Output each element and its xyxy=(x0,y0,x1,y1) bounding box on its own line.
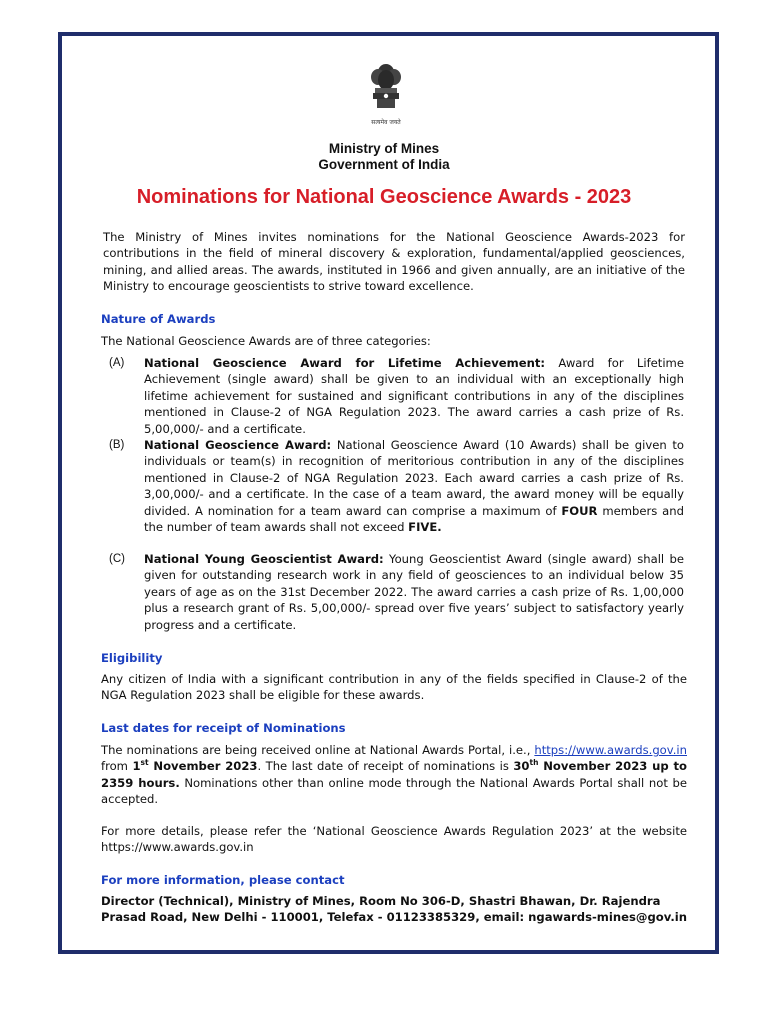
dates-text xyxy=(101,742,687,808)
eligibility-text: Any citizen of India with a significant contribution in any of the fields specified in Clause-2 of the NGA Regulation 2023 shall be eligible for these awards. xyxy=(101,672,687,703)
item-b-five: FIVE. xyxy=(408,520,442,535)
item-a-body: Award for Lifetime Achievement (single award) shall be given to an individual with an exceptionally high lifetime achievement for sustained and significant contributions in any of the disciplines mentioned in Clause-2 of NGA Regulation 2023. The award carries a cash prize of Rs. 5,00,000/- and a certificate. xyxy=(144,356,684,436)
nature-lead: The National Geoscience Awards are of three categories: xyxy=(101,334,431,348)
item-b-body: National Geoscience Award (10 Awards) shall be given to individuals or team(s) in recognition of meritorious contribution in any of the disciplines mentioned in Clause-2 of NGA Regulation 2023. Each award carries a cash prize of Rs. 3,00,000/- and a certificate. In the case of a team award, the award money will be equally divided. A nomination for a team award can comprise a maximum of xyxy=(144,438,684,518)
ministry-name: Ministry of Mines xyxy=(328,141,440,156)
dates-b2-sup: th xyxy=(529,758,539,768)
item-a-label: (A) xyxy=(109,357,125,369)
dates-t4: Nominations other than online mode through the National Awards Portal shall not be accepted. xyxy=(101,775,687,807)
more-details-text: For more details, please refer the ‘National Geoscience Awards Regulation 2023’ at the website https://www.awards.gov.in xyxy=(101,824,687,855)
item-b-text xyxy=(144,437,684,535)
item-c-text xyxy=(144,551,684,633)
item-c-title: National Young Geoscientist Award: xyxy=(144,552,384,566)
dates-b2-rest: November 2023 up to 2359 hours. xyxy=(101,759,687,790)
contact-details: Director (Technical), Ministry of Mines, Room No 306-D, Shastri Bhawan, Dr. Rajendra Prasad Road, New Delhi - 110001, Telefax - 01123385329, email: ngawards-mines@gov.in xyxy=(101,894,687,925)
dates-b1: 1 xyxy=(132,759,141,774)
government-name: Government of India xyxy=(318,157,450,172)
item-b-label: (B) xyxy=(109,439,125,451)
item-c-body: Young Geoscientist Award (single award) shall be given for outstanding research work in any field of geosciences to an individual below 35 years of age as on the 31st December 2022. The award carries a cash prize of Rs. 1,00,000 plus a research grant of Rs. 5,00,000/- spread over five years’ subject to satisfactory yearly progress and a certificate. xyxy=(144,552,684,632)
item-b-title: National Geoscience Award: xyxy=(144,438,332,452)
emblem-motto: सत्यमेव जयते xyxy=(371,119,401,126)
dates-t1: The nominations are being received online at National Awards Portal, i.e., xyxy=(101,743,535,757)
nature-heading: Nature of Awards xyxy=(101,312,216,326)
dates-t3: . The last date of receipt of nominations is xyxy=(257,759,514,774)
dates-t2: from xyxy=(101,759,133,774)
awards-portal-link[interactable]: https://www.awards.gov.in xyxy=(534,743,687,757)
dates-heading: Last dates for receipt of Nominations xyxy=(101,721,346,735)
item-a-title: National Geoscience Award for Lifetime Achievement: xyxy=(144,356,546,370)
dates-b1-rest: November 2023 xyxy=(148,759,258,774)
item-a-text xyxy=(144,355,684,437)
dates-b2: 30 xyxy=(513,759,530,774)
page-title: Nominations for National Geoscience Awards - 2023 xyxy=(136,186,632,208)
item-c-label: (C) xyxy=(109,553,125,565)
eligibility-heading: Eligibility xyxy=(101,651,163,665)
dates-b1-sup: st xyxy=(140,758,149,768)
item-b-four: FOUR xyxy=(561,503,598,518)
national-emblem-icon xyxy=(369,62,403,132)
intro-paragraph: The Ministry of Mines invites nominations for the National Geoscience Awards-2023 for contributions in the field of mineral discovery & exploration, fundamental/applied geosciences, mining, and allied areas. The awards, instituted in 1966 and given annually, are an initiative of the Ministry to encourage geoscientists to strive toward excellence. xyxy=(103,230,685,294)
item-b-body2: members and the number of team awards shall not exceed xyxy=(144,503,684,535)
contact-heading: For more information, please contact xyxy=(101,873,345,887)
